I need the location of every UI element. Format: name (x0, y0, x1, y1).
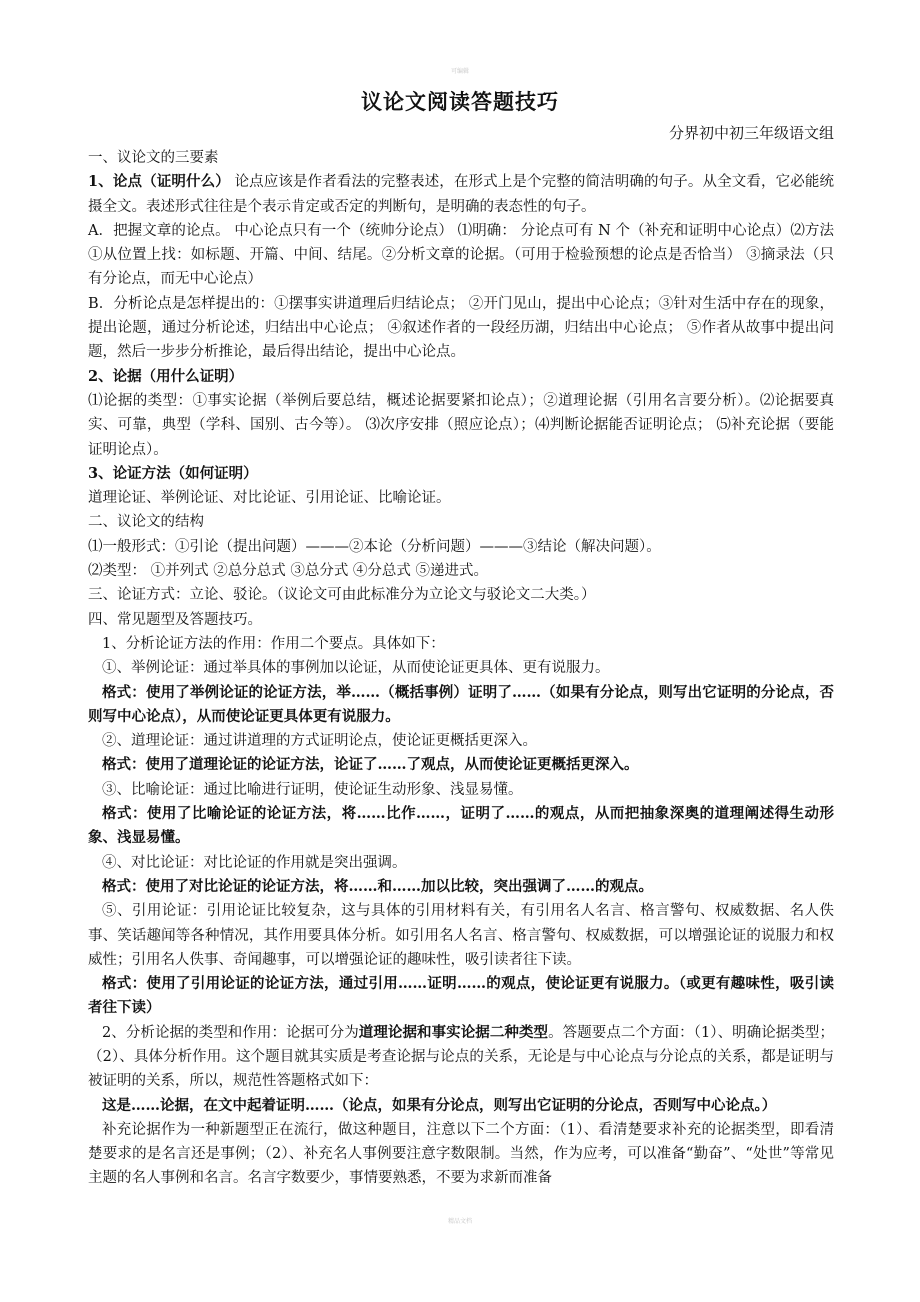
paragraph: 2、论据（用什么证明） (88, 367, 244, 385)
paragraph: ④、对比论证：对比论证的作用就是突出强调。 (102, 854, 407, 871)
paragraph: 二、议论文的结构 (88, 514, 204, 531)
author-org: 分界初中初三年级语文组 (668, 124, 834, 142)
paragraph: 补充论据作为一种新题型正在流行，做这种题目，注意以下二个方面：（1）、看清楚要求补充的论据类型，即看清楚要求的是名言还是事例；（2）、补充名人事例要注意字数限制。当然，作为应考，可以准备“勤奋”、“处世”等常见主题的名人事例和名言。名言字数要少，事情要熟悉，不要为求新而准备 (88, 1121, 834, 1187)
paragraph: ⑴一般形式：①引论（提出问题）———②本论（分析问题）———③结论（解决问题）。 (88, 538, 661, 555)
header-watermark: 可编辑 (450, 68, 469, 75)
document-title: 议论文阅读答题技巧 (361, 90, 559, 114)
paragraph: 三、论证方式：立论、驳论。（议论文可由此标准分为立论文与驳论文二大类。） (88, 587, 596, 604)
paragraph: 格式：使用了对比论证的论证方法，将……和……加以比较，突出强调了……的观点。 (102, 877, 653, 895)
paragraph: ⑴论据的类型：①事实论据（举例后要总结，概述论据要紧扣论点）；②道理论据（引用名言要分析）。⑵论据要真实、可靠，典型（学科、国别、古今等）。 ⑶次序安排（照应论点）；⑷判断论据能否证明论点； ⑸补充论据（要能证明论点）。 (88, 392, 834, 458)
paragraph: B．分析论点是怎样提出的：①摆事实讲道理后归结论点； ②开门见山，提出中心论点；③针对生活中存在的现象，提出论题，通过分析论述，归结出中心论点； ④叙述作者的一段经历湖，归结出中心论点； ⑤作者从故事中提出问题，然后一步步分析推论，最后得出结论，提出中心论点。 (88, 295, 834, 361)
paragraph: ⑤、引用论证：引用论证比较复杂，这与具体的引用材料有关，有引用名人名言、格言警句、权威数据、名人佚事、笑话趣闻等各种情况，其作用要具体分析。如引用名人名言、格言警句、权威数据，可以增强论证的说服力和权威性；引用名人佚事、奇闻趣事，可以增强论证的趣味性，吸引读者往下读。 (88, 903, 834, 968)
footer-watermark: 精品文档 (447, 1218, 472, 1225)
text-run: 2、分析论据的类型和作用：论据可分为 (102, 1024, 359, 1041)
paragraph: 1、分析论证方法的作用：作用二个要点。具体如下： (102, 635, 445, 652)
paragraph: 格式：使用了比喻论证的论证方法，将……比作……，证明了……的观点，从而把抽象深奥的道理阐述得生动形象、浅显易懂。 (88, 805, 834, 847)
paragraph: 道理论证、举例论证、对比论证、引用论证、比喻论证。 (88, 490, 451, 507)
paragraph: ②、道理论证：通过讲道理的方式证明论点，使论证更概括更深入。 (102, 733, 537, 750)
paragraph: 格式：使用了举例论证的论证方法，举……（概括事例）证明了……（如果有分论点，则写出它证明的分论点，否则写中心论点），从而使论证更具体更有说服力。 (88, 683, 834, 725)
paragraph: ①、举例论证：通过举具体的事例加以论证，从而使论证更具体、更有说服力。 (102, 660, 610, 677)
paragraph: ⑵类型： ①并列式 ②总分总式 ③总分式 ④分总式 ⑤递进式。 (88, 563, 489, 580)
document-body (88, 146, 834, 1191)
paragraph: 四、常见题型及答题技巧。 (88, 611, 262, 628)
paragraph: 一、议论文的三要素 (88, 150, 219, 166)
bold-text: 道理论据和事实论据二种类型 (358, 1023, 549, 1041)
paragraph: 这是……论据，在文中起着证明……（论点，如果有分论点，则写出它证明的分论点，否则写中心论点。） (102, 1096, 777, 1114)
paragraph (88, 1021, 834, 1094)
paragraph: ③、比喻论证：通过比喻进行证明，使论证生动形象、浅显易懂。 (102, 781, 523, 798)
paragraph (88, 170, 834, 219)
bold-text: 1、论点（证明什么） (88, 173, 230, 191)
paragraph: 格式：使用了引用论证的论证方法，通过引用……证明……的观点，使论证更有说服力。（或更有趣味性，吸引读者往下读） (88, 975, 834, 1017)
paragraph: 格式：使用了道理论证的论证方法，论证了……了观点，从而使论证更概括更深入。 (102, 756, 639, 774)
text-run: 论点应该是作者看法的完整表述，在形式上是个完整的简洁明确的句子。从全文看，它必能统摄全文。表述形式往往是个表示肯定或否定的判断句，是明确的表态性的句子。 (88, 174, 834, 215)
text-run: 。答题要点二个方面：（1）、明确论据类型；（2）、具体分析作用。这个题目就其实质是考查论据与论点的关系，无论是与中心论点与分论点的关系，都是证明与被证明的关系，所以，规范性答题格式如下： (88, 1024, 834, 1090)
paragraph: A．把握文章的论点。 中心论点只有一个（统帅分论点） ⑴明确： 分论点可有 N 个（补充和证明中心论点）⑵方法 ①从位置上找：如标题、开篇、中间、结尾。②分析文章的论据。（可用于检验预想的论点是否恰当） ③摘录法（只有分论点，而无中心论点） (88, 222, 834, 288)
paragraph: 3、论证方法（如何证明） (88, 464, 258, 482)
